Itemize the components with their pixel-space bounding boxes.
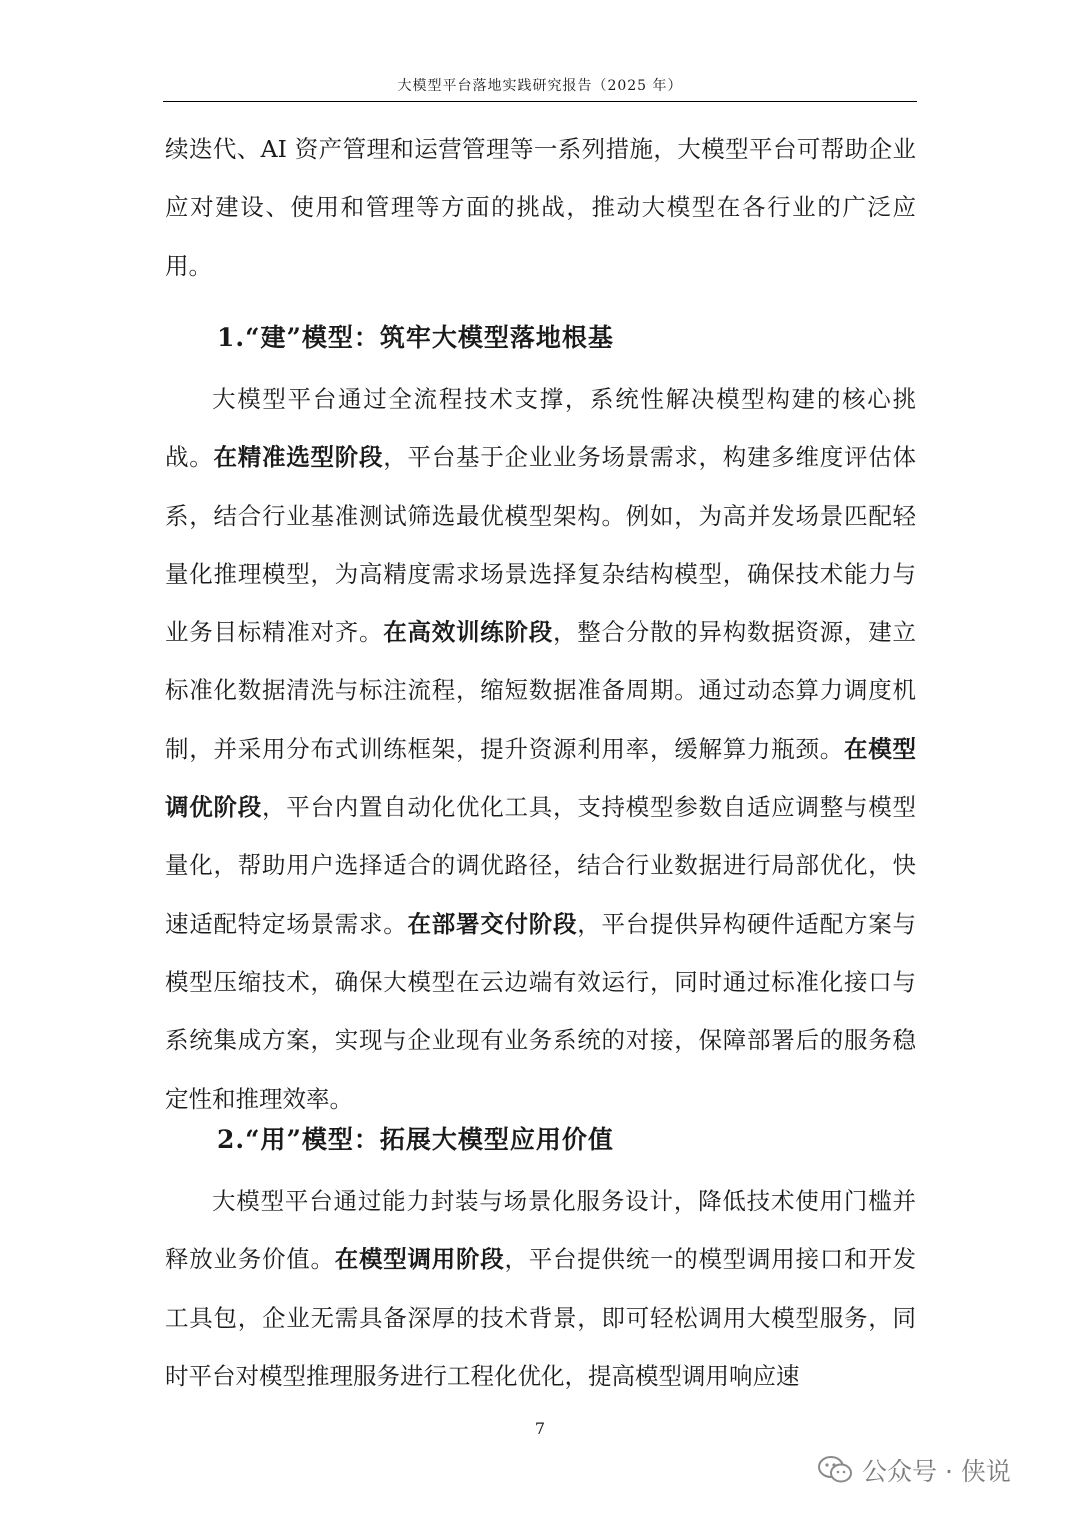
stage-label: 在模型调用阶段 <box>334 1245 505 1274</box>
paragraph-text: ，整合分散的异构数据资源，建立标准化数据清洗与标注流程，缩短数据准备周期。通过动态算力调度机制，并采用分布式训练框架，提升资源利用率，缓解算力瓶颈。 <box>165 618 916 763</box>
wechat-icon <box>818 1456 852 1484</box>
stage-label: 在模型调优阶段 <box>165 734 916 822</box>
watermark-text: 公众号 · 侠说 <box>862 1457 1011 1486</box>
paragraph-text: 大模型平台通过能力封装与场景化服务设计，降低技术使用门槛并释放业务价值。 <box>165 1187 916 1274</box>
header-divider <box>163 101 917 102</box>
section1-paragraph <box>165 370 916 1128</box>
stage-label: 在高效训练阶段 <box>383 618 553 647</box>
stage-label: 在精准选型阶段 <box>213 443 384 472</box>
paragraph-text: 大模型平台通过全流程技术支撑，系统性解决模型构建的核心挑战。 <box>165 385 916 472</box>
paragraph-text: ，平台提供统一的模型调用接口和开发工具包，企业无需具备深厚的技术背景，即可轻松调用大模型服务，同时平台对模型推理服务进行工程化优化，提高模型调用响应速 <box>165 1245 916 1390</box>
watermark <box>818 1452 1011 1488</box>
section2-heading: 2.“用”模型：拓展大模型应用价值 <box>217 1125 614 1154</box>
section1-heading: 1.“建”模型：筑牢大模型落地根基 <box>217 323 614 352</box>
page-header: 大模型平台落地实践研究报告（2025 年） <box>397 78 683 94</box>
stage-label: 在部署交付阶段 <box>407 909 578 938</box>
page-number: 7 <box>534 1419 546 1438</box>
paragraph-text: ，平台基于企业业务场景需求，构建多维度评估体系，结合行业基准测试筛选最优模型架构。例如，为高并发场景匹配轻量化推理模型，为高精度需求场景选择复杂结构模型，确保技术能力与业务目标精准对齐。 <box>165 443 916 647</box>
paragraph-text: ，平台内置自动化优化工具，支持模型参数自适应调整与模型量化，帮助用户选择适合的调优路径，结合行业数据进行局部优化，快速适配特定场景需求。 <box>165 793 916 938</box>
intro-paragraph: 续迭代、AI 资产管理和运营管理等一系列措施，大模型平台可帮助企业应对建设、使用和管理等方面的挑战，推动大模型在各行业的广泛应用。 <box>165 135 916 280</box>
paragraph-text: ，平台提供异构硬件适配方案与模型压缩技术，确保大模型在云边端有效运行，同时通过标准化接口与系统集成方案，实现与企业现有业务系统的对接，保障部署后的服务稳定性和推理效率。 <box>165 909 916 1113</box>
section2-paragraph <box>165 1172 916 1405</box>
